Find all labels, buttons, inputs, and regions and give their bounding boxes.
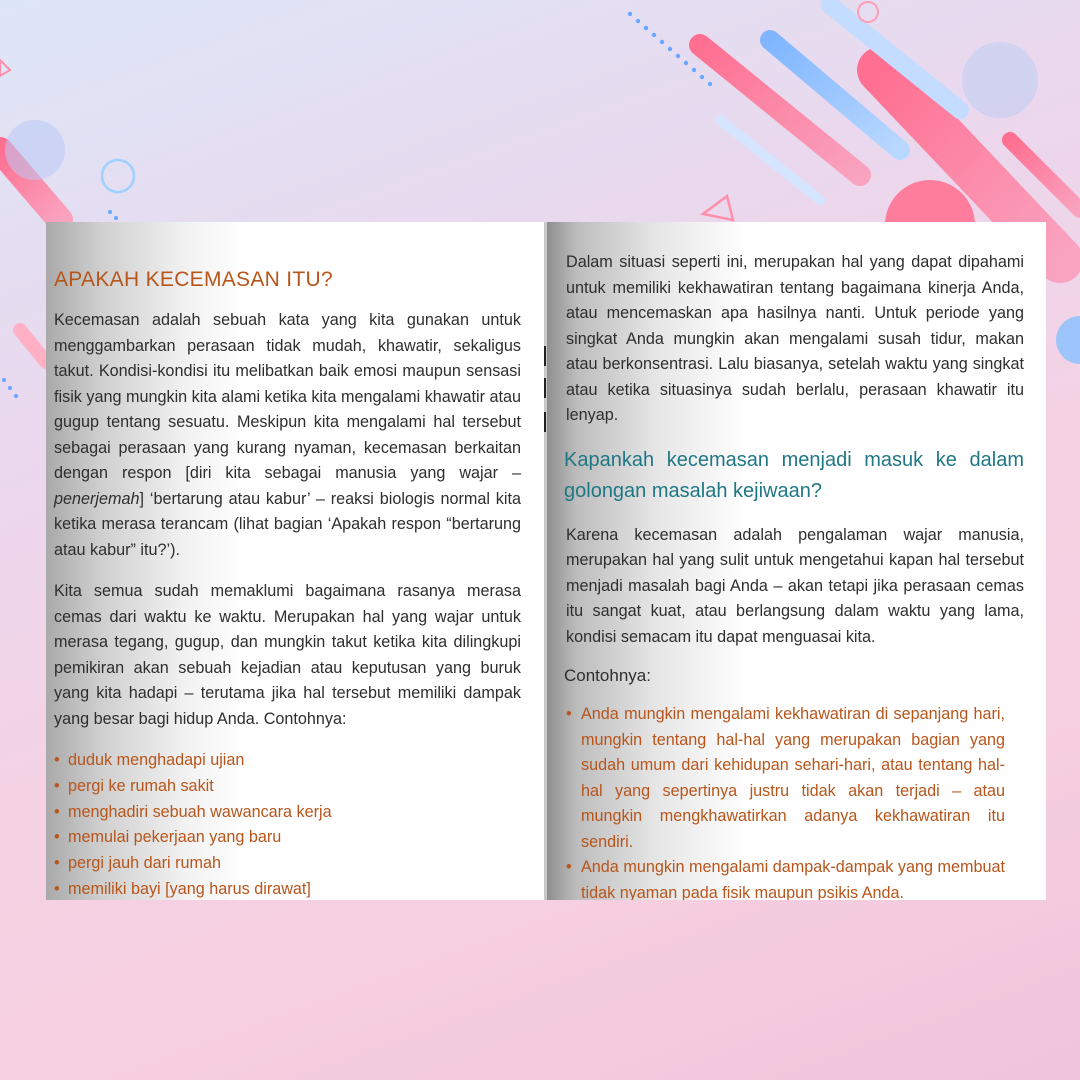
bullet-icon: • (54, 854, 60, 873)
gutter-mark (544, 346, 546, 366)
right-paragraph-2: Karena kecemasan adalah pengalaman wajar manusia, merupakan hal yang sulit untuk mengetahui kapan hal tersebut menjadi masalah bagi Anda – akan tetapi jika perasaan cemas itu sangat kuat, atau berlangsung dalam waktu yang lama, kondisi semacam itu dapat menguasai kita. (566, 525, 1024, 646)
list-item (54, 774, 521, 800)
list-item-text: menghadiri sebuah wawancara kerja (68, 802, 332, 821)
translator-note: penerjemah (54, 489, 140, 508)
left-paragraph-1-end: ] ‘bertarung atau kabur’ – reaksi biologis normal kita ketika merasa terancam (lihat bagian ‘Apakah respon “bertarung atau kabur” itu?’). (54, 489, 521, 559)
right-page (547, 222, 1046, 900)
ring-circle-left (102, 160, 134, 192)
list-item (54, 800, 521, 826)
list-item (566, 702, 1005, 855)
list-item (54, 851, 521, 877)
left-page (46, 222, 544, 900)
list-item-text: Anda mungkin mengalami dampak-dampak yang membuat tidak nyaman pada fisik maupun psikis Anda. (581, 858, 1005, 900)
triangle-outline-small (0, 60, 10, 76)
bullet-icon: • (54, 879, 60, 898)
bullet-icon: • (54, 776, 60, 795)
section-subheading: Kapankah kecemasan menjadi masuk ke dalam golongan masalah kejiwaan? (564, 448, 1024, 502)
list-item-text: Anda mungkin mengalami kekhawatiran di sepanjang hari, mungkin tentang hal-hal yang merupakan bagian yang sudah umum dari kehidupan sehari-hari, atau tentang hal-hal yang sepertinya justru tidak akan terjadi – atau mungkin mengkhawatirkan adanya kekhawatiran itu sendiri. (581, 705, 1005, 851)
left-page-content (54, 268, 521, 900)
ring-circle-top (858, 2, 878, 22)
bullet-icon: • (566, 705, 572, 723)
page-title: APAKAH KECEMASAN ITU? (54, 268, 333, 291)
list-item-text: pergi jauh dari rumah (68, 854, 221, 873)
bullet-icon: • (54, 802, 60, 821)
list-item (54, 748, 521, 774)
gutter-mark (544, 412, 546, 432)
list-item-text: duduk menghadapi ujian (68, 751, 245, 769)
list-item-text: memulai pekerjaan yang baru (68, 828, 282, 847)
list-item (54, 877, 521, 900)
triangle-outline (703, 196, 733, 220)
striped-circle-right (962, 42, 1038, 118)
gutter-mark (544, 378, 546, 398)
list-item-text: pergi ke rumah sakit (68, 776, 214, 795)
right-paragraph-1: Dalam situasi seperti ini, merupakan hal yang dapat dipahami untuk memiliki kekhawatiran tentang bagaimana kinerja Anda, atau mencemaskan apa hasilnya nanti. Untuk periode yang singkat Anda mungkin akan mengalami susah tidur, makan atau berkonsentrasi. Lalu biasanya, setelah waktu yang singkat atau ketika situasinya sudah berlalu, perasaan khawatir itu lenyap. (566, 253, 1024, 424)
left-paragraph-1 (54, 308, 521, 563)
bullet-icon: • (54, 828, 60, 847)
right-page-content (566, 250, 1024, 900)
left-paragraph-1-text: Kecemasan adalah sebuah kata yang kita gunakan untuk menggambarkan perasaan tidak mudah, khawatir, sekaligus takut. Kondisi-kondisi itu melibatkan baik emosi maupun sensasi fisik yang mungkin kita alami ketika kita mengalami khawatir atau gugup tentang sesuatu. Meskipun kita mengalami hal tersebut sebagai perasaan yang kurang nyaman, kecemasan berkaitan dengan respon [diri kita sebagai manusia yang wajar – (54, 311, 521, 482)
striped-circle-left (5, 120, 65, 180)
bullet-icon: • (566, 858, 572, 876)
examples-label: Contohnya: (564, 666, 651, 685)
symptoms-list (566, 702, 1005, 900)
list-item (566, 855, 1005, 900)
book-spread (46, 222, 1046, 900)
left-paragraph-2: Kita semua sudah memaklumi bagaimana rasanya merasa cemas dari waktu ke waktu. Merupakan hal yang wajar untuk merasa tegang, gugup, dan mungkin takut ketika kita dilingkupi pemikiran akan sebuah kejadian atau keputusan yang buruk yang kita hadapi – terutama jika hal tersebut memiliki dampak yang besar bagi hidup Anda. Contohnya: (54, 582, 521, 728)
bullet-icon: • (54, 751, 60, 769)
examples-list (54, 748, 521, 900)
list-item (54, 825, 521, 851)
list-item-text: memiliki bayi [yang harus dirawat] (68, 879, 311, 898)
blue-half-circle (1056, 316, 1080, 364)
